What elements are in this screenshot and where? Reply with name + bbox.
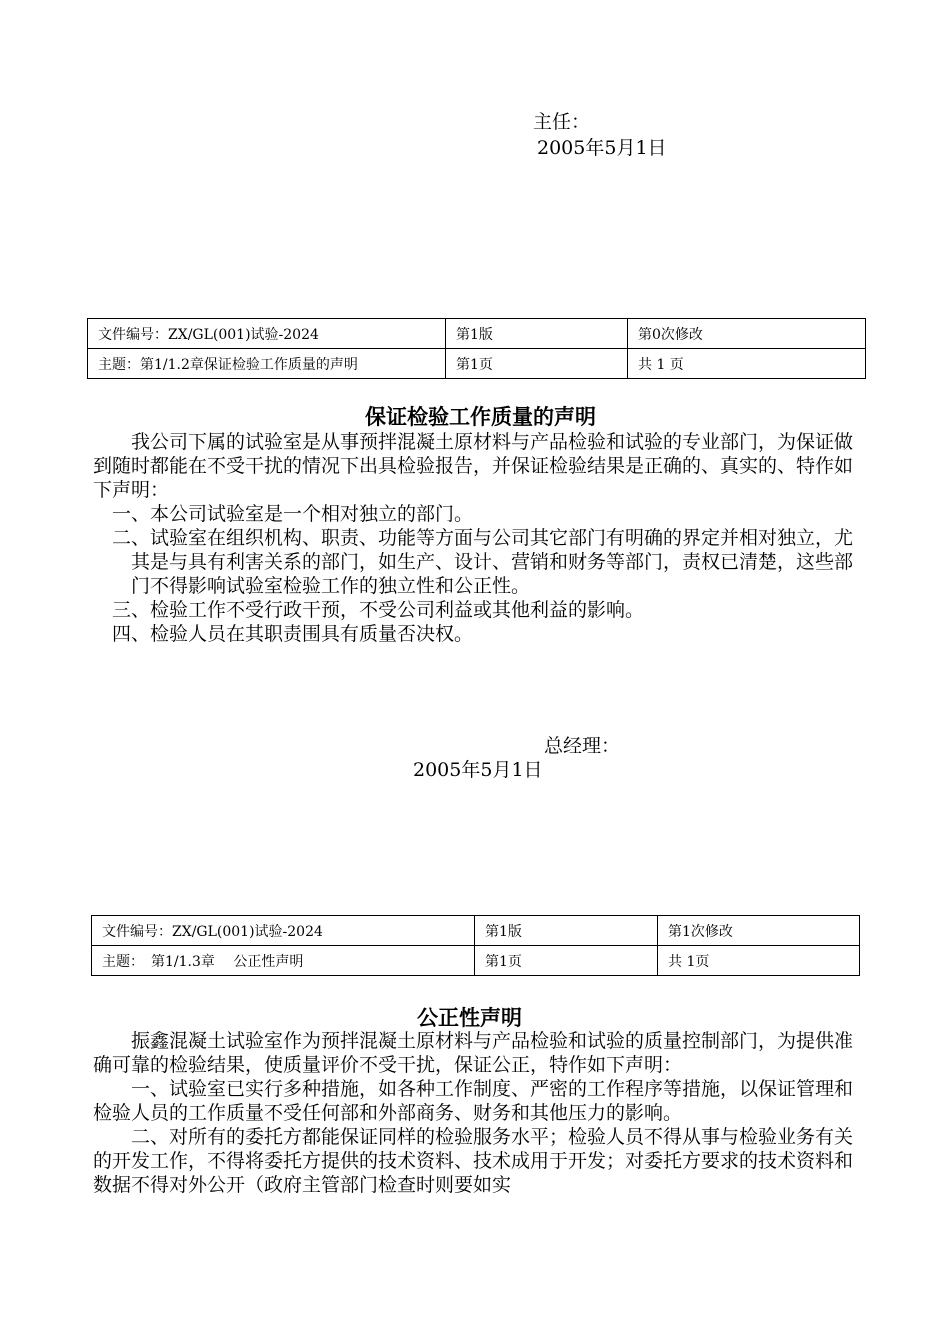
section2-title: 公正性声明 <box>417 1005 522 1030</box>
section1-signature-label: 总经理： <box>544 735 621 757</box>
section2-item-1: 一、试验室已实行多种措施，如各种工作制度、严密的工作程序等措施，以保证管理和检验人员的工作质量不受任何部和外部商务、财务和其他压力的影响。 <box>93 1078 854 1124</box>
doc-number-cell: 文件编号：ZX/GL(001)试验-2024 <box>92 916 475 946</box>
subject-cell: 主题：第1/1.2章保证检验工作质量的声明 <box>88 349 446 379</box>
section1-signature-date: 2005年5月1日 <box>413 759 543 781</box>
edition-cell: 第1版 <box>475 916 658 946</box>
doc-number-cell: 文件编号：ZX/GL(001)试验-2024 <box>88 319 446 349</box>
total-pages-cell: 共 1 页 <box>628 349 866 379</box>
subject-cell: 主题： 第1/1.3章 公正性声明 <box>92 946 475 976</box>
section1-title: 保证检验工作质量的声明 <box>365 404 596 429</box>
section2-item-2: 二、对所有的委托方都能保证同样的检验服务水平；检验人员不得从事与检验业务有关的开发工作，不得将委托方提供的技术资料、技术成用于开发；对委托方要求的技术资料和数据不得对外公开（政府主管部门检查时则要如实 <box>93 1126 854 1196</box>
section1-body <box>93 430 861 646</box>
section1-item-3: 三、检验工作不受行政干预，不受公司利益或其他利益的影响。 <box>112 599 645 621</box>
top-signature-label: 主任： <box>533 111 591 133</box>
revision-cell: 第0次修改 <box>628 319 866 349</box>
document-header-table-2 <box>91 915 860 976</box>
total-pages-cell: 共 1页 <box>658 946 860 976</box>
section2-intro: 振鑫混凝土试验室作为预拌混凝土原材料与产品检验和试验的质量控制部门，为提供准确可靠的检验结果，使质量评价不受干扰，保证公正，特作如下声明： <box>93 1030 854 1076</box>
section1-item-4: 四、检验人员在其职责围具有质量否决权。 <box>112 623 474 645</box>
section1-intro: 我公司下属的试验室是从事预拌混凝土原材料与产品检验和试验的专业部门，为保证做到随时都能在不受干扰的情况下出具检验报告，并保证检验结果是正确的、真实的、特作如下声明： <box>93 431 854 501</box>
edition-cell: 第1版 <box>446 319 628 349</box>
section2-body <box>93 1029 861 1197</box>
revision-cell: 第1次修改 <box>658 916 860 946</box>
top-signature-date: 2005年5月1日 <box>537 137 667 159</box>
page-cell: 第1页 <box>446 349 628 379</box>
document-header-table-1 <box>87 318 866 379</box>
section1-item-1: 一、本公司试验室是一个相对独立的部门。 <box>112 503 474 525</box>
section1-item-2: 二、试验室在组织机构、职责、功能等方面与公司其它部门有明确的界定并相对独立，尤其是与具有利害关系的部门，如生产、设计、营销和财务等部门，责权已清楚，这些部门不得影响试验室检验工作的独立性和公正性。 <box>112 527 854 597</box>
page-cell: 第1页 <box>475 946 658 976</box>
